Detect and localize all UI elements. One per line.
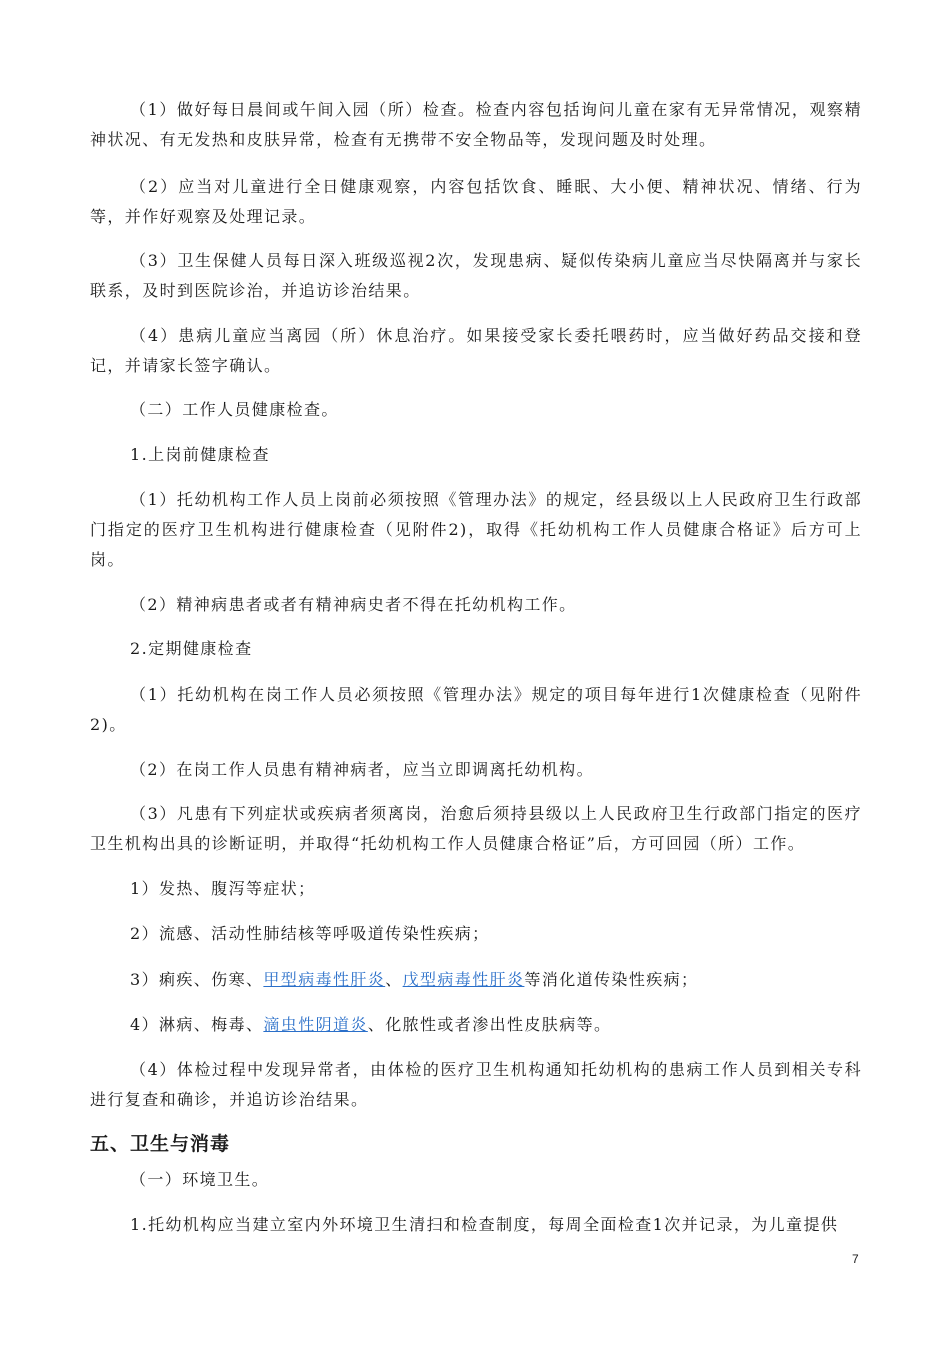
paragraph: 2）流感、活动性肺结核等呼吸道传染性疾病；	[130, 924, 490, 943]
paragraph: 1）发热、腹泻等症状；	[130, 879, 316, 898]
section-heading: 五、卫生与消毒	[90, 1133, 231, 1155]
trichomonas-vaginitis-link[interactable]: 滴虫性阴道炎	[263, 1015, 368, 1034]
paragraph: （2）应当对儿童进行全日健康观察，内容包括饮食、睡眠、大小便、精神状况、情绪、行为等，并作好观察及处理记录。	[90, 177, 862, 226]
paragraph: （二）工作人员健康检查。	[130, 400, 339, 419]
text-run: 、化脓性或者渗出性皮肤病等。	[367, 1015, 612, 1034]
page-number: 7	[852, 1252, 859, 1266]
paragraph: （1）托幼机构工作人员上岗前必须按照《管理办法》的规定，经县级以上人民政府卫生行政部门指定的医疗卫生机构进行健康检查（见附件2)，取得《托幼机构工作人员健康合格证》后方可上岗。	[90, 490, 862, 569]
paragraph: （2）在岗工作人员患有精神病者，应当立即调离托幼机构。	[130, 760, 594, 779]
hepatitis-e-link[interactable]: 戊型病毒性肝炎	[402, 970, 525, 989]
text-run: 4）淋病、梅毒、	[130, 1015, 264, 1034]
paragraph: （3）卫生保健人员每日深入班级巡视2次，发现患病、疑似传染病儿童应当尽快隔离并与家长联系，及时到医院诊治，并追访诊治结果。	[90, 251, 862, 300]
paragraph: （一）环境卫生。	[130, 1170, 270, 1189]
paragraph: 1.上岗前健康检查	[130, 445, 270, 464]
paragraph: （2）精神病患者或者有精神病史者不得在托幼机构工作。	[130, 595, 577, 614]
paragraph	[90, 965, 862, 995]
paragraph: （4）患病儿童应当离园（所）休息治疗。如果接受家长委托喂药时，应当做好药品交接和登记，并请家长签字确认。	[90, 326, 862, 375]
paragraph	[90, 1010, 862, 1040]
paragraph: （3）凡患有下列症状或疾病者须离岗，治愈后须持县级以上人民政府卫生行政部门指定的医疗卫生机构出具的诊断证明，并取得“托幼机构工作人员健康合格证”后，方可回园（所）工作。	[90, 804, 862, 853]
paragraph: 1.托幼机构应当建立室内外环境卫生清扫和检查制度，每周全面检查1次并记录，为儿童提供	[130, 1215, 839, 1234]
text-run: 、	[385, 970, 403, 989]
paragraph: 2.定期健康检查	[130, 639, 253, 658]
paragraph: （1）托幼机构在岗工作人员必须按照《管理办法》规定的项目每年进行1次健康检查（见附件2)。	[90, 685, 862, 734]
paragraph: （4）体检过程中发现异常者，由体检的医疗卫生机构通知托幼机构的患病工作人员到相关专科进行复查和确诊，并追访诊治结果。	[90, 1060, 862, 1109]
paragraph: （1）做好每日晨间或午间入园（所）检查。检查内容包括询问儿童在家有无异常情况，观察精神状况、有无发热和皮肤异常，检查有无携带不安全物品等，发现问题及时处理。	[90, 100, 862, 149]
text-run: 3）痢疾、伤寒、	[130, 970, 264, 989]
hepatitis-a-link[interactable]: 甲型病毒性肝炎	[263, 970, 386, 989]
text-run: 等消化道传染性疾病；	[524, 970, 699, 989]
